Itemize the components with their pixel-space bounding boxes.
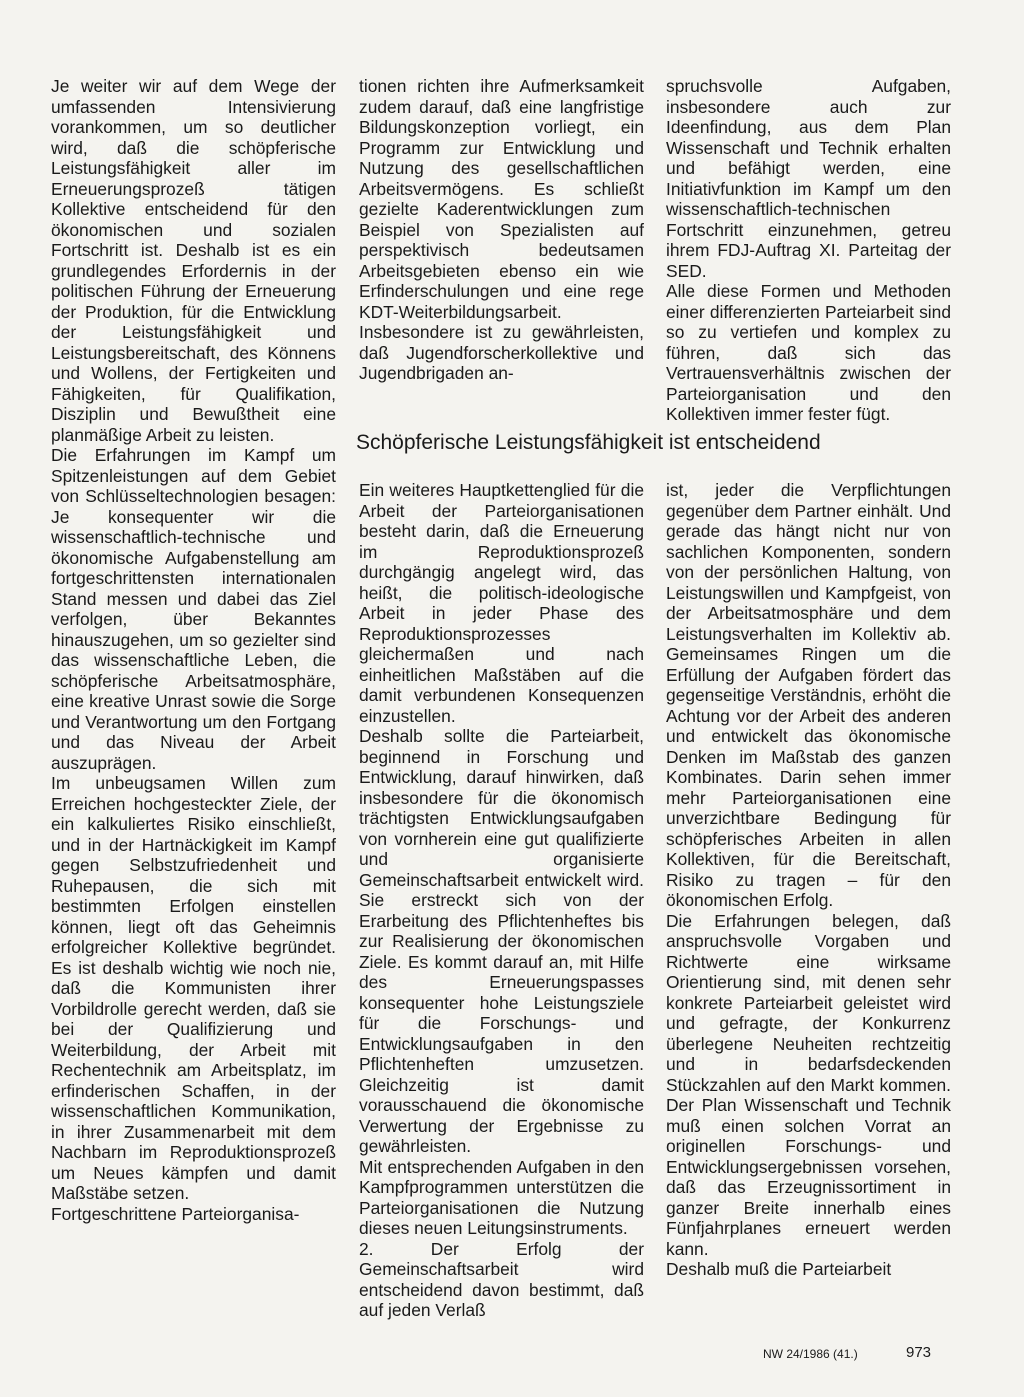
paragraph: tionen richten ihre Aufmerksamkeit zudem darauf, daß eine langfristige Bildungskonzeption vorliegt, ein Programm zur Entwicklung und Nutzung des gesellschaftlichen Arbeitsvermögens. Es schließt gezielte Kaderentwicklungen zum Beispiel von Spezialisten auf perspektivisch bedeutsamen Arbeitsgebieten ebenso ein wie Erfinderschulungen und eine rege KDT-Weiterbildungsarbeit. xyxy=(359,76,644,322)
column-5 xyxy=(666,480,951,1280)
column-2 xyxy=(359,76,644,384)
section-heading: Schöpferische Leistungsfähigkeit ist entscheidend xyxy=(356,431,821,454)
column-1 xyxy=(51,76,336,1224)
paragraph: Deshalb muß die Parteiarbeit xyxy=(666,1259,892,1279)
paragraph: Die Erfahrungen belegen, daß anspruchsvolle Vorgaben und Richtwerte eine wirksame Orientierung sind, mit denen sehr konkrete Parteiarbeit geleistet wird und gefragte, der Konkurrenz überlegene Neuheiten rechtzeitig und in bedarfsdeckenden Stückzahlen auf den Markt kommen. Der Plan Wissenschaft und Technik muß einen solchen Vorrat an originellen Forschungs- und Entwicklungsergebnissen vorsehen, daß das Erzeugnissortiment in ganzer Breite innerhalb eines Fünfjahrplanes erneuert werden kann. xyxy=(666,910,951,1259)
paragraph: Mit entsprechenden Aufgaben in den Kampfprogrammen unterstützen die Parteiorganisationen die Nutzung dieses neuen Leitungsinstruments. xyxy=(359,1156,644,1238)
paragraph: 2. Der Erfolg der Gemeinschaftsarbeit wird entscheidend davon bestimmt, daß auf jeden Verlaß xyxy=(359,1238,644,1320)
paragraph: Im unbeugsamen Willen zum Erreichen hochgesteckter Ziele, der ein kalkuliertes Risiko einschließt, und in der Hartnäckigkeit im Kampf gegen Selbstzufriedenheit und Ruhepausen, die sich mit bestimmten Erfolgen einstellen können, liegt oft das Geheimnis erfolgreicher Kollektive begründet. Es ist deshalb wichtig wie noch nie, daß die Kommunisten ihrer Vorbildrolle gerecht werden, daß sie bei der Qualifizierung und Weiterbildung, der Arbeit mit Rechentechnik am Arbeitsplatz, im erfinderischen Schaffen, in der wissenschaftlichen Kommunikation, in ihrer Zusammenarbeit mit dem Nachbarn im Reproduktionsprozeß um Neues kämpfen und damit Maßstäbe setzen. xyxy=(51,773,336,1203)
paragraph: Ein weiteres Hauptkettenglied für die Arbeit der Parteiorganisationen besteht darin, daß die Erneuerung im Reproduktionsprozeß durchgängig angelegt wird, das heißt, die politisch-ideologische Arbeit in jeder Phase des Reproduktionsprozesses gleichermaßen und nach einheitlichen Maßstäben auf die damit verbundenen Konsequenzen einzustellen. xyxy=(359,480,644,726)
paragraph: Je weiter wir auf dem Wege der umfassenden Intensivierung vorankommen, um so deutlicher wird, daß die schöpferische Leistungsfähigkeit aller im Erneuerungsprozeß tätigen Kollektive entscheidend für den ökonomischen und sozialen Fortschritt ist. Deshalb ist es ein grundlegendes Erfordernis in der politischen Führung der Erneuerung der Produktion, für die Entwicklung der Leistungsfähigkeit und Leistungsbereitschaft, des Könnens und Wollens, der Fertigkeiten und Fähigkeiten, für Qualifikation, Disziplin und Bewußtheit eine planmäßige Arbeit zu leisten. xyxy=(51,76,336,445)
column-3 xyxy=(666,76,951,425)
paragraph: Alle diese Formen und Methoden einer differenzierten Parteiarbeit sind so zu vertiefen und komplex zu führen, daß sich das Vertrauensverhältnis zwischen der Parteiorganisation und den Kollektiven immer fester fügt. xyxy=(666,281,951,424)
paragraph: ist, jeder die Verpflichtungen gegenüber dem Partner einhält. Und gerade das hängt nicht nur von sachlichen Komponenten, sondern von der persönlichen Haltung, von Leistungswillen und Kampfgeist, von der Arbeitsatmosphäre und dem Leistungsverhalten im Kollektiv ab. Gemeinsames Ringen um die Erfüllung der Aufgaben fördert das gegenseitige Verständnis, erhöht die Achtung vor der Arbeit des anderen und entwickelt das ökonomische Denken im Maßstab des ganzen Kombinates. Darin sehen immer mehr Parteiorganisationen eine unverzichtbare Bedingung für schöpferisches Arbeiten in allen Kollektiven, für die Bereitschaft, Risiko zu tragen – für den ökonomischen Erfolg. xyxy=(666,480,951,910)
issue-reference: NW 24/1986 (41.) xyxy=(763,1347,858,1361)
paragraph: Die Erfahrungen im Kampf um Spitzenleistungen auf dem Gebiet von Schlüsseltechnologien besagen: Je konsequenter wir die wissenschaftlich-technische und ökonomische Aufgabenstellung am fortgeschrittensten internationalen Stand messen und dabei das Ziel verfolgen, über Bekanntes hinauszugehen, um so gezielter sind das wissenschaftliche Leben, die schöpferische Arbeitsatmosphäre, eine kreative Unrast sowie die Sorge und Verantwortung um den Fortgang und das Niveau der Arbeit auszuprägen. xyxy=(51,445,336,773)
paragraph: Insbesondere ist zu gewährleisten, daß Jugendforscherkollektive und Jugendbrigaden an- xyxy=(359,322,644,383)
page-number: 973 xyxy=(906,1344,932,1361)
paragraph: Deshalb sollte die Parteiarbeit, beginnend in Forschung und Entwicklung, darauf hinwirken, daß insbesondere für die ökonomisch trächtigsten Entwicklungsaufgaben von vornherein eine gut qualifizierte und organisierte Gemeinschaftsarbeit entwickelt wird. Sie erstreckt sich von der Erarbeitung des Pflichtenheftes bis zur Realisierung der ökonomischen Ziele. Es kommt darauf an, mit Hilfe des Erneuerungspasses konsequenter hohe Leistungsziele für die Forschungs- und Entwicklungsaufgaben in den Pflichtenheften umzusetzen. Gleichzeitig ist damit vorausschauend die ökonomische Verwertung der Ergebnisse zu gewährleisten. xyxy=(359,726,644,1156)
paragraph: spruchsvolle Aufgaben, insbesondere auch zur Ideenfindung, aus dem Plan Wissenschaft und Technik erhalten und befähigt werden, eine Initiativfunktion im Kampf um den wissenschaftlich-technischen Fortschritt einzunehmen, getreu ihrem FDJ-Auftrag XI. Parteitag der SED. xyxy=(666,76,951,281)
column-4 xyxy=(359,480,644,1321)
paragraph: Fortgeschrittene Parteiorganisa- xyxy=(51,1203,300,1224)
